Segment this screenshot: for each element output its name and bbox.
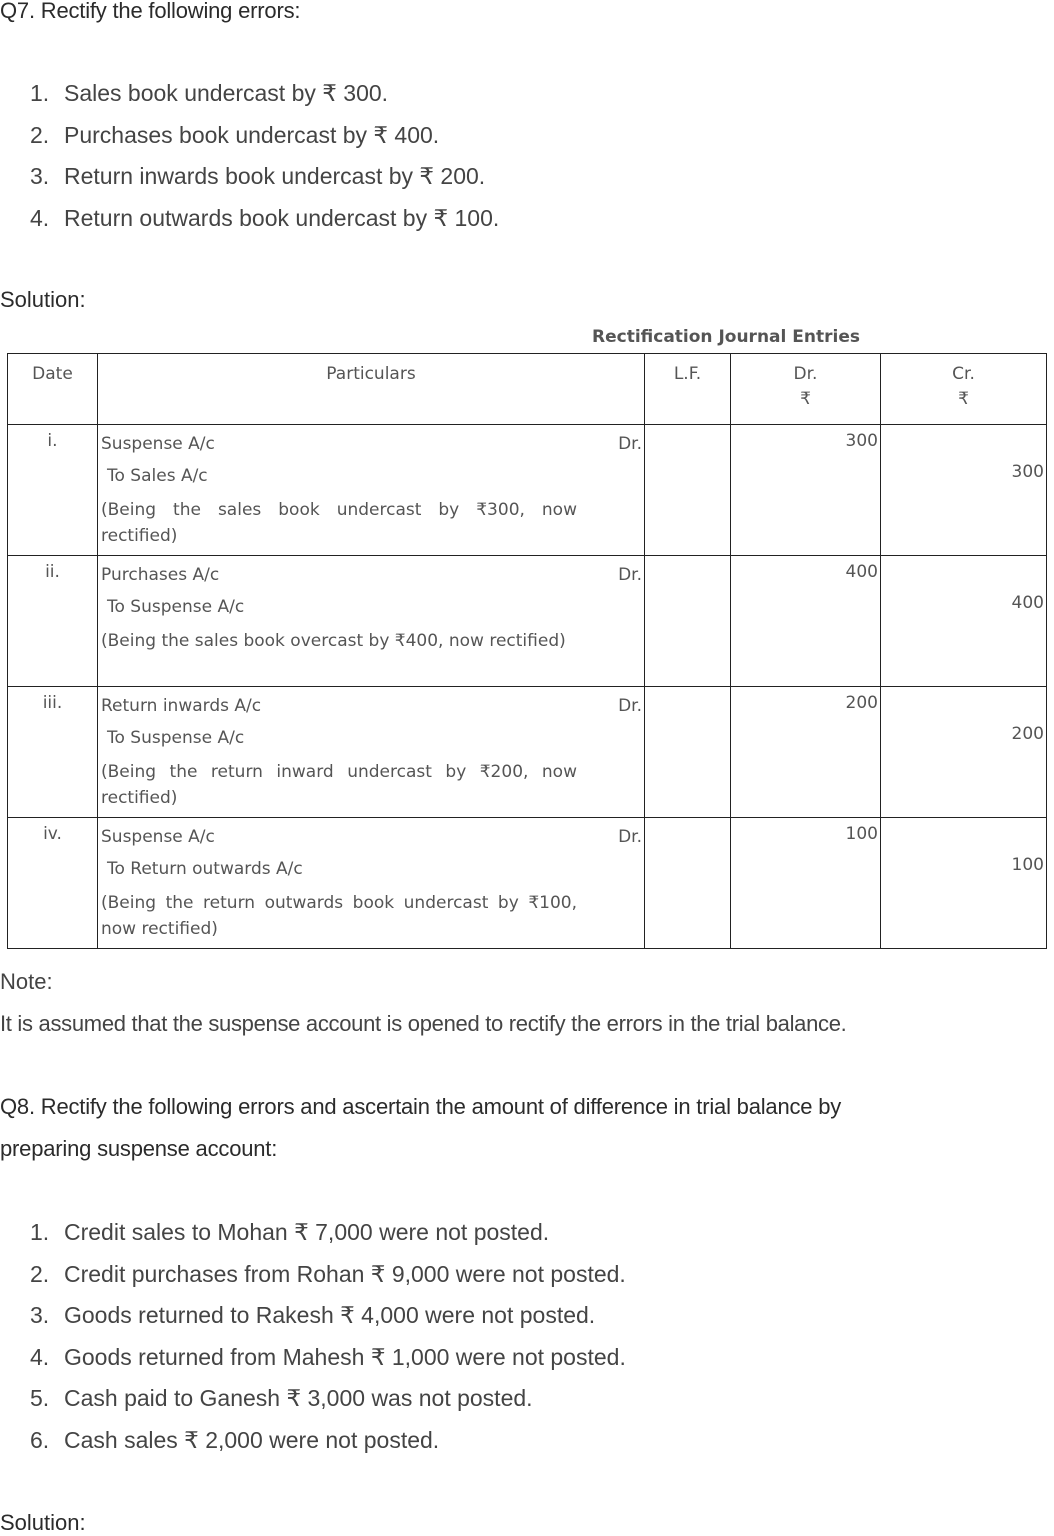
item-number: 1. — [30, 1219, 50, 1245]
narration: (Being the sales book undercast by ₹300, now rectified) — [101, 500, 577, 546]
entry-cr-amount: 400 — [1011, 593, 1044, 613]
header-dr — [731, 354, 881, 425]
entry-cr-amount: 100 — [1011, 855, 1044, 875]
dr-mark: Dr. — [618, 434, 642, 454]
dr-mark: Dr. — [618, 696, 642, 716]
entry-particulars — [98, 556, 645, 687]
narration: (Being the return outwards book undercast by ₹100, now rectified) — [101, 893, 577, 939]
entry-cr-cell — [881, 687, 1047, 818]
entry-dr-amount: 300 — [731, 425, 881, 556]
item-text: Credit sales to Mohan ₹ 7,000 were not posted. — [64, 1219, 550, 1245]
entry-date: iii. — [8, 687, 98, 818]
entry-lf — [645, 818, 731, 949]
credit-account: To Return outwards A/c — [107, 859, 303, 879]
header-date: Date — [8, 354, 98, 425]
debit-account: Purchases A/c — [101, 565, 220, 585]
table-caption: Rectification Journal Entries — [592, 327, 860, 347]
entry-dr-amount: 400 — [731, 556, 881, 687]
item-number: 4. — [30, 204, 50, 231]
entry-particulars — [98, 425, 645, 556]
table-row — [8, 556, 1047, 687]
note-text: It is assumed that the suspense account is opened to rectify the errors in the trial balance. — [0, 1011, 847, 1036]
entry-particulars — [98, 818, 645, 949]
entry-cr-cell — [881, 556, 1047, 687]
narration: (Being the sales book overcast by ₹400, now rectified) — [101, 631, 566, 651]
item-number: 2. — [30, 121, 50, 148]
q8-title-line2: preparing suspense account: — [0, 1136, 278, 1161]
entry-cr-cell — [881, 425, 1047, 556]
debit-account: Return inwards A/c — [101, 696, 262, 716]
entry-dr-amount: 100 — [731, 818, 881, 949]
entry-particulars — [98, 687, 645, 818]
q7-title: Q7. Rectify the following errors: — [0, 0, 301, 23]
narration: (Being the return inward undercast by ₹200, now rectified) — [101, 762, 577, 808]
entry-date: ii. — [8, 556, 98, 687]
header-lf: L.F. — [645, 354, 731, 425]
item-text: Sales book undercast by ₹ 300. — [64, 80, 389, 106]
item-number: 3. — [30, 1302, 50, 1329]
table-row — [8, 687, 1047, 818]
entry-date: i. — [8, 425, 98, 556]
header-dr-label: Dr. — [793, 364, 818, 384]
entry-dr-amount: 200 — [731, 687, 881, 818]
item-text: Return inwards book undercast by ₹ 200. — [64, 163, 486, 190]
q8-title-line1: Q8. Rectify the following errors and ascertain the amount of difference in trial balance by — [0, 1094, 842, 1119]
item-number: 6. — [30, 1426, 50, 1453]
item-number: 1. — [30, 80, 50, 106]
debit-account: Suspense A/c — [101, 827, 215, 847]
header-particulars: Particulars — [98, 354, 645, 425]
header-cr-label: Cr. — [952, 364, 975, 384]
dr-mark: Dr. — [618, 827, 642, 847]
note-label: Note: — [0, 969, 53, 994]
item-text: Cash paid to Ganesh ₹ 3,000 was not posted. — [64, 1385, 533, 1412]
debit-account: Suspense A/c — [101, 434, 215, 454]
q8-solution-label: Solution: — [0, 1510, 86, 1535]
entry-lf — [645, 425, 731, 556]
entry-lf — [645, 687, 731, 818]
header-cr — [881, 354, 1047, 425]
item-text: Purchases book undercast by ₹ 400. — [64, 121, 440, 148]
q7-solution-label: Solution: — [0, 287, 86, 312]
item-number: 3. — [30, 163, 50, 190]
rupee-icon: ₹ — [800, 389, 811, 409]
table-row — [8, 425, 1047, 556]
dr-mark: Dr. — [618, 565, 642, 585]
entry-lf — [645, 556, 731, 687]
item-text: Cash sales ₹ 2,000 were not posted. — [64, 1426, 440, 1453]
rectification-journal-table — [7, 353, 1047, 949]
credit-account: To Sales A/c — [107, 466, 208, 486]
item-text: Credit purchases from Rohan ₹ 9,000 were not posted. — [64, 1260, 626, 1287]
item-text: Goods returned to Rakesh ₹ 4,000 were not posted. — [64, 1302, 596, 1329]
credit-account: To Suspense A/c — [107, 597, 245, 617]
item-number: 5. — [30, 1385, 50, 1412]
item-text: Goods returned from Mahesh ₹ 1,000 were not posted. — [64, 1343, 626, 1370]
entry-cr-amount: 300 — [1011, 462, 1044, 482]
item-number: 2. — [30, 1260, 50, 1287]
table-row — [8, 818, 1047, 949]
table-header-row — [8, 354, 1047, 425]
entry-date: iv. — [8, 818, 98, 949]
entry-cr-cell — [881, 818, 1047, 949]
credit-account: To Suspense A/c — [107, 728, 245, 748]
rupee-icon: ₹ — [958, 389, 969, 409]
entry-cr-amount: 200 — [1011, 724, 1044, 744]
item-number: 4. — [30, 1343, 50, 1370]
item-text: Return outwards book undercast by ₹ 100. — [64, 204, 500, 231]
